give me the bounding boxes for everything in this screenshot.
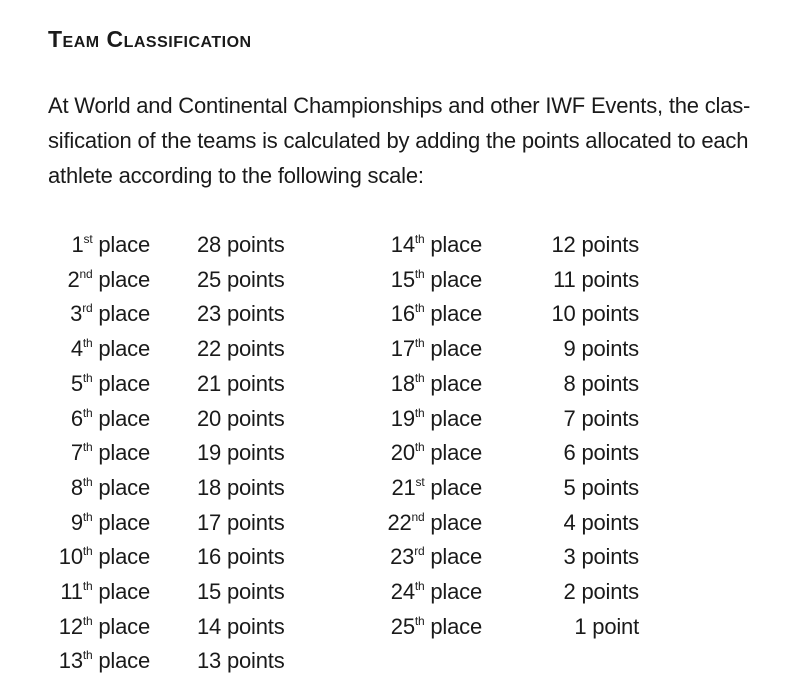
place-word: place (430, 509, 482, 535)
place-word: place (430, 613, 482, 639)
ordinal-suffix: th (82, 336, 93, 351)
place-number: 18 (390, 370, 415, 396)
place-label (59, 609, 150, 644)
ordinal-suffix: nd (79, 266, 93, 281)
points-value: 25 points (197, 266, 285, 292)
intro-line: sification of the teams is calculated by adding the points allocated to each (48, 128, 749, 153)
place-word: place (98, 266, 150, 292)
place-number: 15 (390, 266, 415, 292)
ordinal-suffix: th (82, 509, 93, 524)
place-label (391, 574, 482, 609)
place-word: place (98, 370, 150, 396)
place-label (391, 366, 482, 401)
points-value: 2 points (563, 579, 639, 604)
ordinal-suffix: th (82, 613, 93, 628)
scale-row (0, 331, 792, 366)
place-number: 2 (67, 266, 80, 292)
scale-row (0, 609, 792, 644)
ordinal-suffix: th (414, 232, 425, 246)
place-label (59, 539, 150, 574)
place-number: 25 (390, 613, 415, 639)
place-number: 20 (390, 440, 415, 466)
ordinal-suffix: th (414, 301, 425, 316)
points-value: 15 points (197, 579, 285, 604)
place-label (60, 574, 150, 609)
points-value: 14 points (197, 613, 285, 639)
place-number: 24 (390, 579, 415, 604)
place-number: 12 (58, 613, 83, 639)
place-word: place (98, 301, 150, 327)
ordinal-suffix: th (82, 648, 93, 663)
ordinal-suffix: st (415, 474, 425, 489)
place-label (71, 470, 150, 505)
place-label (71, 435, 150, 470)
ordinal-suffix: th (414, 336, 425, 351)
intro-line: At World and Continental Championships and other IWF Events, the clas- (48, 93, 751, 118)
place-word: place (98, 544, 150, 570)
intro-paragraph (48, 88, 768, 193)
scale-row (0, 227, 792, 262)
points-value: 4 points (563, 509, 639, 535)
scale-row (0, 401, 792, 436)
scale-row (0, 470, 792, 505)
points-value: 12 points (551, 232, 639, 257)
place-word: place (430, 440, 482, 466)
place-label (71, 401, 150, 436)
place-number: 4 (70, 336, 83, 362)
place-number: 21 (391, 474, 416, 500)
scale-row (0, 262, 792, 297)
points-value: 16 points (197, 544, 285, 570)
ordinal-suffix: rd (414, 544, 425, 559)
points-value: 8 points (563, 370, 639, 396)
place-label (390, 539, 482, 574)
place-number: 13 (58, 648, 83, 674)
place-number: 17 (390, 336, 415, 362)
place-label (70, 296, 150, 331)
place-label (71, 505, 150, 540)
place-word: place (430, 266, 482, 292)
place-label (391, 331, 482, 366)
place-word: place (430, 579, 482, 604)
place-label (71, 331, 150, 366)
ordinal-suffix: rd (82, 301, 93, 316)
points-value: 9 points (563, 336, 639, 362)
place-label (387, 505, 482, 540)
place-number: 6 (70, 405, 83, 431)
place-label (71, 366, 150, 401)
ordinal-suffix: th (82, 474, 93, 489)
place-label (391, 227, 482, 262)
place-label (391, 401, 482, 436)
points-value: 21 points (197, 370, 285, 396)
place-label (59, 643, 150, 678)
points-value: 20 points (197, 405, 285, 431)
place-word: place (98, 232, 150, 257)
ordinal-suffix: th (82, 544, 93, 559)
points-value: 22 points (197, 336, 285, 362)
place-label (391, 296, 482, 331)
points-value: 1 point (574, 613, 639, 639)
place-number: 19 (390, 405, 415, 431)
place-word: place (98, 579, 150, 604)
place-label (67, 262, 150, 297)
scale-row (0, 539, 792, 574)
place-number: 23 (390, 544, 415, 570)
scale-row (0, 505, 792, 540)
place-number: 7 (70, 440, 83, 466)
place-label (391, 262, 482, 297)
scale-row (0, 643, 792, 678)
place-label (391, 609, 482, 644)
ordinal-suffix: th (414, 579, 425, 593)
place-number: 3 (70, 301, 83, 327)
place-word: place (98, 336, 150, 362)
ordinal-suffix: th (414, 405, 425, 420)
points-value: 5 points (563, 474, 639, 500)
points-value: 19 points (197, 440, 285, 466)
place-number: 5 (70, 370, 83, 396)
place-word: place (430, 474, 482, 500)
points-value: 3 points (563, 544, 639, 570)
place-word: place (98, 613, 150, 639)
scale-row (0, 366, 792, 401)
points-value: 18 points (197, 474, 285, 500)
points-value: 10 points (551, 301, 639, 327)
scale-row (0, 574, 792, 609)
ordinal-suffix: th (82, 405, 93, 420)
place-word: place (98, 440, 150, 466)
place-number: 22 (387, 509, 412, 535)
place-label (391, 435, 482, 470)
place-number: 11 (60, 579, 83, 604)
ordinal-suffix: th (82, 440, 93, 455)
place-word: place (98, 509, 150, 535)
points-value: 28 points (197, 232, 285, 257)
intro-line: athlete according to the following scale: (48, 163, 424, 188)
place-word: place (98, 474, 150, 500)
place-number: 14 (390, 232, 415, 257)
place-word: place (430, 370, 482, 396)
points-value: 7 points (563, 405, 639, 431)
place-word: place (98, 405, 150, 431)
points-value: 17 points (197, 509, 285, 535)
ordinal-suffix: th (414, 266, 425, 281)
place-number: 10 (58, 544, 83, 570)
place-word: place (98, 648, 150, 674)
place-label (71, 227, 150, 262)
place-word: place (430, 336, 482, 362)
ordinal-suffix: th (414, 370, 425, 385)
points-value: 6 points (563, 440, 639, 466)
place-word: place (430, 544, 482, 570)
place-number: 1 (71, 232, 84, 257)
place-word: place (430, 232, 482, 257)
place-number: 9 (70, 509, 83, 535)
place-label (391, 470, 482, 505)
place-word: place (430, 301, 482, 327)
place-word: place (430, 405, 482, 431)
place-number: 8 (70, 474, 83, 500)
ordinal-suffix: th (82, 370, 93, 385)
place-number: 16 (390, 301, 415, 327)
ordinal-suffix: th (414, 613, 425, 628)
ordinal-suffix: nd (411, 509, 425, 524)
points-value: 11 points (553, 266, 639, 292)
section-heading: Team Classification (48, 26, 252, 52)
ordinal-suffix: th (82, 579, 93, 593)
scale-row (0, 435, 792, 470)
points-value: 13 points (197, 648, 285, 674)
scale-row (0, 296, 792, 331)
ordinal-suffix: st (83, 232, 93, 246)
ordinal-suffix: th (414, 440, 425, 455)
points-value: 23 points (197, 301, 285, 327)
